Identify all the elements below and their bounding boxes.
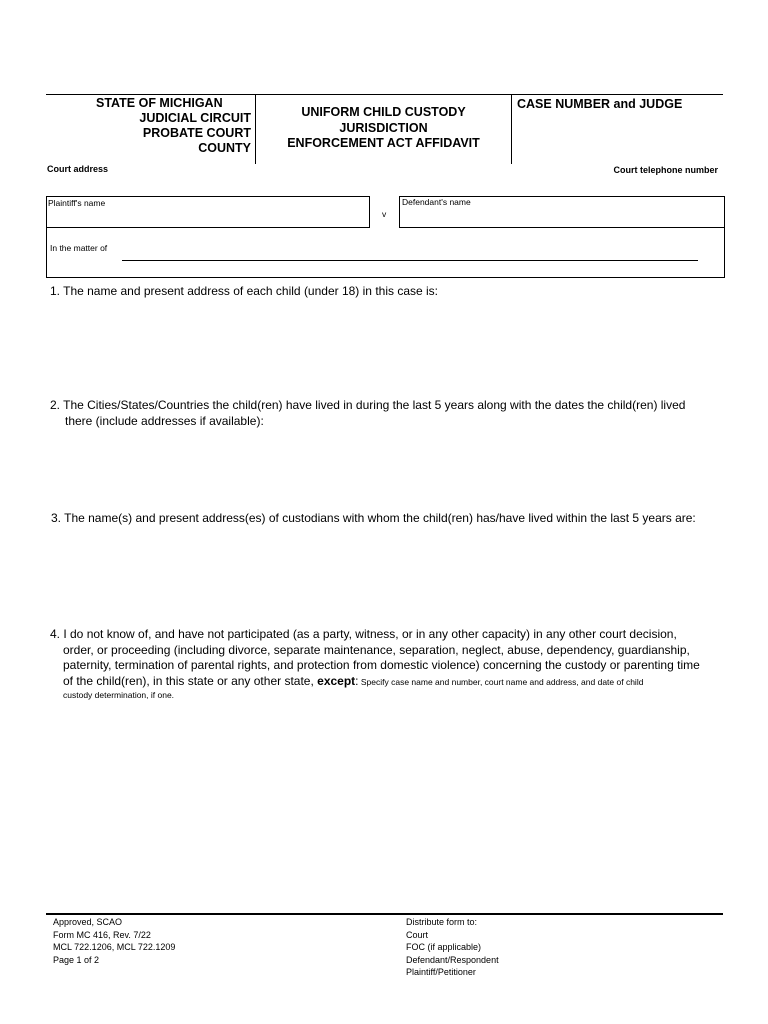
item-4-note: Specify case name and number, court name and address, and date of child	[358, 676, 644, 687]
item-4-line-2: order, or proceeding (including divorce, separate maintenance, separation, neglect, abuse, dependency, guardianship,	[63, 642, 690, 657]
mcl-reference: MCL 722.1206, MCL 722.1209	[53, 942, 176, 952]
form-number: Form MC 416, Rev. 7/22	[53, 929, 151, 940]
item-4-text	[50, 627, 750, 701]
footer-rule	[46, 913, 723, 915]
item-2-line-2: there (include addresses if available):	[65, 413, 264, 428]
defendant-label: Defendant's name	[402, 197, 471, 207]
title-line-1: UNIFORM CHILD CUSTODY	[301, 105, 466, 119]
dist-court: Court	[406, 929, 429, 940]
plaintiff-name-field[interactable]	[46, 196, 370, 228]
county-label: COUNTY	[198, 141, 251, 155]
dist-defendant: Defendant/Respondent	[406, 954, 499, 965]
item-3-text: 3. The name(s) and present address(es) of custodians with whom the child(ren) has/have lived within the last 5 years are:	[51, 511, 696, 525]
form-title	[256, 94, 512, 164]
probate-court-label: PROBATE COURT	[142, 126, 251, 140]
item-1-text: 1. The name and present address of each child (under 18) in this case is:	[50, 284, 439, 298]
item-2-line-1: 2. The Cities/States/Countries the child(ren) have lived in during the last 5 years along with the dates the child(ren) lived	[50, 398, 686, 412]
case-number-label: CASE NUMBER and JUDGE	[517, 97, 683, 111]
state-label: STATE OF MICHIGAN	[96, 96, 223, 110]
defendant-name-field[interactable]	[399, 196, 725, 228]
matter-box	[46, 227, 725, 278]
distribute-label: Distribute form to:	[406, 917, 478, 927]
approved-label: Approved, SCAO	[53, 917, 123, 927]
case-number-field[interactable]	[512, 94, 723, 164]
court-address-label: Court address	[47, 164, 109, 174]
matter-label: In the matter of	[50, 243, 108, 253]
item-4-line-4	[50, 674, 750, 691]
court-header	[46, 94, 256, 164]
item-4-line-1: 4. I do not know of, and have not participated (as a party, witness, or in any other capacity) in any other court decision,	[50, 627, 677, 641]
title-line-2: JURISDICTION	[339, 120, 428, 135]
matter-input-line[interactable]	[122, 260, 698, 261]
except-colon: :	[355, 673, 359, 688]
dist-foc: FOC (if applicable)	[406, 942, 482, 952]
item-4-line-3: paternity, termination of parental rights, and protection from domestic violence) concerning the custody or parenting time	[63, 658, 700, 672]
court-telephone-label: Court telephone number	[613, 165, 718, 175]
distribution-list	[406, 916, 499, 979]
item-4-note-line-2: custody determination, if one.	[63, 690, 175, 700]
title-line-3: ENFORCEMENT ACT AFFIDAVIT	[287, 136, 480, 150]
page-number: Page 1 of 2	[53, 954, 100, 965]
item-4-line-4-start: of the child(ren), in this state or any other state,	[63, 673, 318, 688]
item-2-text	[50, 398, 685, 429]
except-label: except	[317, 673, 356, 688]
versus-label: v	[382, 209, 387, 219]
footer-form-info	[53, 916, 175, 966]
plaintiff-label: Plaintiff's name	[48, 198, 106, 208]
judicial-circuit-label: JUDICIAL CIRCUIT	[139, 111, 251, 125]
dist-plaintiff: Plaintiff/Petitioner	[406, 967, 476, 977]
